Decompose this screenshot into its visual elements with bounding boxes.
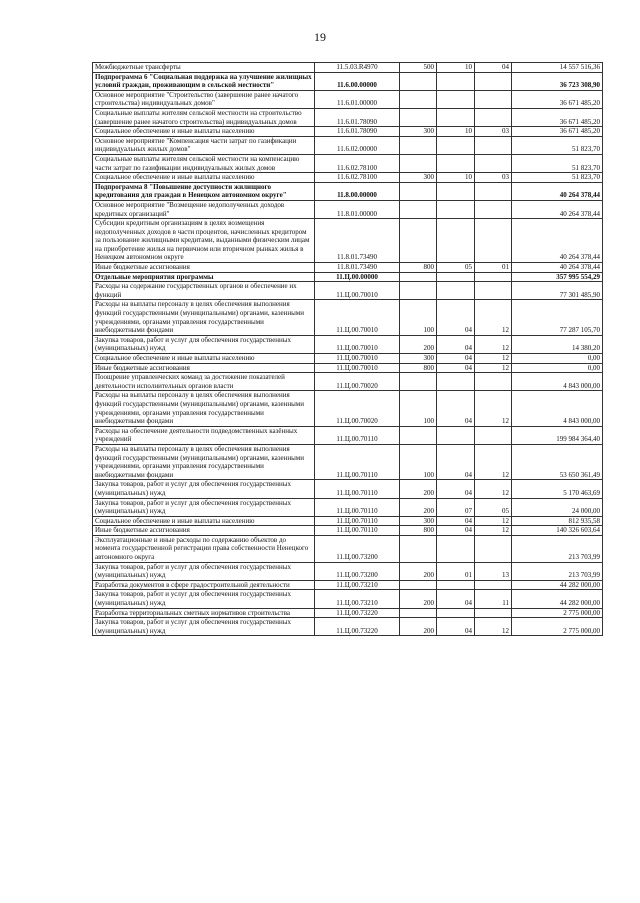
- row-section: [437, 282, 475, 300]
- row-subsection: [475, 282, 512, 300]
- row-code: 11.Ц.00.70110: [315, 516, 400, 526]
- table-row: [93, 72, 603, 90]
- row-name: Социальные выплаты жителям сельской местности на компенсацию части затрат по газификации индивидуальных жилых домов: [93, 154, 315, 172]
- row-sum: 0,00: [512, 363, 603, 373]
- table-row: [93, 63, 603, 73]
- row-name: Подпрограмма 8 "Повышение доступности жилищного кредитования для граждан в Ненецком автономном округе": [93, 182, 315, 200]
- row-code: 11.Ц.00.73200: [315, 535, 400, 562]
- page-number: 19: [314, 30, 326, 44]
- row-code: 11.Ц.00.70010: [315, 335, 400, 353]
- row-code: 11.8.01.73490: [315, 263, 400, 273]
- row-sum: 40 264 378,44: [512, 263, 603, 273]
- row-name: Иные бюджетные ассигнования: [93, 363, 315, 373]
- row-section: 04: [437, 354, 475, 364]
- row-sum: 51 823,70: [512, 136, 603, 154]
- row-name: Расходы на выплаты персоналу в целях обеспечения выполнения функций государственными (муниципальными) органами, казенными учреждениями, органами управления государственными внебюджетными фондами: [93, 391, 315, 426]
- row-subsection: [475, 426, 512, 444]
- row-section: 04: [437, 590, 475, 608]
- row-section: 10: [437, 173, 475, 183]
- row-section: 04: [437, 391, 475, 426]
- row-subsection: 12: [475, 516, 512, 526]
- row-sum: 357 995 554,29: [512, 272, 603, 282]
- row-section: 10: [437, 127, 475, 137]
- row-section: 07: [437, 498, 475, 516]
- row-expense-type: 200: [400, 562, 437, 580]
- row-name: Социальное обеспечение и иные выплаты населению: [93, 516, 315, 526]
- row-sum: 812 935,58: [512, 516, 603, 526]
- row-code: 11.6.01.78090: [315, 108, 400, 126]
- row-code: 11.Ц.00.70010: [315, 282, 400, 300]
- row-section: 04: [437, 618, 475, 636]
- table-row: [93, 354, 603, 364]
- row-name: Подпрограмма 6 "Социальная поддержка на улучшение жилищных условий граждан, проживающим в сельской местности": [93, 72, 315, 90]
- row-section: 04: [437, 480, 475, 498]
- row-expense-type: 800: [400, 363, 437, 373]
- row-subsection: [475, 200, 512, 218]
- row-code: 11.Ц.00.70110: [315, 444, 400, 479]
- row-section: [437, 108, 475, 126]
- table-row: [93, 608, 603, 618]
- table-row: [93, 363, 603, 373]
- row-name: Поощрение управленческих команд за достижение показателей деятельности исполнительных органов власти: [93, 373, 315, 391]
- row-subsection: [475, 219, 512, 263]
- row-code: 11.8.00.00000: [315, 182, 400, 200]
- row-expense-type: 100: [400, 391, 437, 426]
- table-row: [93, 373, 603, 391]
- row-name: Эксплуатационные и иные расходы по содержанию объектов до момента государственной регистрации права собственности Ненецкого автономного округа: [93, 535, 315, 562]
- table-row: [93, 219, 603, 263]
- row-code: 11.Ц.00.70010: [315, 354, 400, 364]
- row-expense-type: [400, 108, 437, 126]
- row-sum: 51 823,70: [512, 154, 603, 172]
- table-row: [93, 562, 603, 580]
- row-expense-type: 200: [400, 480, 437, 498]
- row-sum: 51 823,70: [512, 173, 603, 183]
- row-sum: 14 557 516,36: [512, 63, 603, 73]
- row-subsection: 04: [475, 63, 512, 73]
- row-expense-type: 800: [400, 263, 437, 273]
- row-section: [437, 608, 475, 618]
- row-subsection: 05: [475, 498, 512, 516]
- row-expense-type: [400, 200, 437, 218]
- table-row: [93, 173, 603, 183]
- row-expense-type: 200: [400, 590, 437, 608]
- row-subsection: [475, 580, 512, 590]
- row-name: Межбюджетные трансферты: [93, 63, 315, 73]
- table-row: [93, 618, 603, 636]
- row-subsection: 12: [475, 300, 512, 335]
- table-row: [93, 335, 603, 353]
- row-section: [437, 272, 475, 282]
- row-code: 11.6.01.78090: [315, 127, 400, 137]
- row-code: 11.8.01.73490: [315, 219, 400, 263]
- row-sum: 14 380,20: [512, 335, 603, 353]
- row-subsection: [475, 136, 512, 154]
- row-section: [437, 182, 475, 200]
- row-name: Социальное обеспечение и иные выплаты населению: [93, 127, 315, 137]
- row-expense-type: [400, 272, 437, 282]
- row-sum: 199 984 364,40: [512, 426, 603, 444]
- row-section: [437, 535, 475, 562]
- row-section: [437, 580, 475, 590]
- row-subsection: 12: [475, 354, 512, 364]
- row-expense-type: [400, 154, 437, 172]
- row-name: Закупка товаров, работ и услуг для обеспечения государственных (муниципальных) нужд: [93, 590, 315, 608]
- row-name: Основное мероприятие "Строительство (завершение ранее начатого строительства) индивидуальных домов": [93, 90, 315, 108]
- row-section: [437, 200, 475, 218]
- row-sum: 53 650 361,49: [512, 444, 603, 479]
- row-code: 11.Ц.00.00000: [315, 272, 400, 282]
- row-expense-type: [400, 90, 437, 108]
- table-row: [93, 154, 603, 172]
- table-row: [93, 444, 603, 479]
- row-sum: 4 843 000,00: [512, 373, 603, 391]
- row-section: 04: [437, 444, 475, 479]
- row-expense-type: 100: [400, 444, 437, 479]
- row-code: 11.6.02.78100: [315, 173, 400, 183]
- row-name: Иные бюджетные ассигнования: [93, 263, 315, 273]
- row-sum: 77 287 105,70: [512, 300, 603, 335]
- row-subsection: [475, 373, 512, 391]
- row-code: 11.8.01.00000: [315, 200, 400, 218]
- row-name: Закупка товаров, работ и услуг для обеспечения государственных (муниципальных) нужд: [93, 498, 315, 516]
- row-sum: 77 301 485,90: [512, 282, 603, 300]
- row-expense-type: [400, 535, 437, 562]
- row-expense-type: [400, 72, 437, 90]
- row-sum: 2 775 000,00: [512, 608, 603, 618]
- table-row: [93, 282, 603, 300]
- table-row: [93, 391, 603, 426]
- row-expense-type: 300: [400, 173, 437, 183]
- row-subsection: [475, 182, 512, 200]
- row-name: Расходы на обеспечение деятельности подведомственных казённых учреждений: [93, 426, 315, 444]
- row-sum: 40 264 378,44: [512, 200, 603, 218]
- row-subsection: 11: [475, 590, 512, 608]
- row-subsection: 03: [475, 127, 512, 137]
- row-sum: 140 326 603,64: [512, 526, 603, 536]
- row-name: Социальное обеспечение и иные выплаты населению: [93, 354, 315, 364]
- row-expense-type: [400, 219, 437, 263]
- row-code: 11.Ц.00.70110: [315, 526, 400, 536]
- row-subsection: [475, 608, 512, 618]
- table-row: [93, 108, 603, 126]
- row-sum: 2 775 000,00: [512, 618, 603, 636]
- table-row: [93, 426, 603, 444]
- row-expense-type: [400, 608, 437, 618]
- row-name: Субсидии кредитным организациям в целях возмещения недополученных доходов в части процентов, начисленных кредитором за пользование жилищными кредитами, выданными физическим лицам на приобретение жилья на первичном или вторичном рынках жилья в Ненецком автономном округе: [93, 219, 315, 263]
- row-sum: 40 264 378,44: [512, 182, 603, 200]
- row-name: Закупка товаров, работ и услуг для обеспечения государственных (муниципальных) нужд: [93, 618, 315, 636]
- row-sum: 24 000,00: [512, 498, 603, 516]
- row-section: 04: [437, 526, 475, 536]
- row-subsection: [475, 272, 512, 282]
- budget-table-body: [93, 63, 603, 636]
- table-row: [93, 580, 603, 590]
- row-sum: 36 723 308,90: [512, 72, 603, 90]
- row-sum: 213 703,99: [512, 562, 603, 580]
- table-row: [93, 90, 603, 108]
- row-expense-type: 100: [400, 300, 437, 335]
- row-section: 04: [437, 335, 475, 353]
- row-subsection: 13: [475, 562, 512, 580]
- table-row: [93, 535, 603, 562]
- row-subsection: [475, 108, 512, 126]
- row-subsection: 12: [475, 391, 512, 426]
- row-expense-type: 800: [400, 526, 437, 536]
- row-expense-type: 200: [400, 335, 437, 353]
- row-code: 11.Ц.00.73210: [315, 590, 400, 608]
- row-section: 04: [437, 363, 475, 373]
- row-subsection: 01: [475, 263, 512, 273]
- row-subsection: 12: [475, 480, 512, 498]
- row-expense-type: 300: [400, 354, 437, 364]
- row-name: Основное мероприятие "Возмещение недополученных доходов кредитных организаций": [93, 200, 315, 218]
- row-sum: 40 264 378,44: [512, 219, 603, 263]
- row-section: 01: [437, 562, 475, 580]
- table-row: [93, 498, 603, 516]
- table-row: [93, 590, 603, 608]
- row-sum: 36 671 485,20: [512, 108, 603, 126]
- row-expense-type: 300: [400, 127, 437, 137]
- row-code: 11.6.02.00000: [315, 136, 400, 154]
- row-code: 11.Ц.00.70110: [315, 426, 400, 444]
- row-name: Расходы на выплаты персоналу в целях обеспечения выполнения функций государственными (муниципальными) органами, казенными учреждениями, органами управления государственными внебюджетными фондами: [93, 300, 315, 335]
- row-name: Закупка товаров, работ и услуг для обеспечения государственных (муниципальных) нужд: [93, 562, 315, 580]
- row-sum: 44 282 000,00: [512, 580, 603, 590]
- table-row: [93, 300, 603, 335]
- row-section: [437, 90, 475, 108]
- row-sum: 44 282 000,00: [512, 590, 603, 608]
- row-expense-type: 300: [400, 516, 437, 526]
- row-name: Закупка товаров, работ и услуг для обеспечения государственных (муниципальных) нужд: [93, 480, 315, 498]
- row-expense-type: 200: [400, 618, 437, 636]
- row-code: 11.6.02.78100: [315, 154, 400, 172]
- table-row: [93, 182, 603, 200]
- row-code: 11.Ц.00.70010: [315, 363, 400, 373]
- row-code: 11.Ц.00.70110: [315, 480, 400, 498]
- row-expense-type: 200: [400, 498, 437, 516]
- row-code: 11.Ц.00.73220: [315, 618, 400, 636]
- row-expense-type: [400, 426, 437, 444]
- row-expense-type: [400, 282, 437, 300]
- row-expense-type: [400, 580, 437, 590]
- row-subsection: 12: [475, 444, 512, 479]
- row-code: 11.Ц.00.70020: [315, 391, 400, 426]
- row-subsection: [475, 535, 512, 562]
- row-expense-type: [400, 182, 437, 200]
- table-row: [93, 127, 603, 137]
- row-name: Расходы на содержание государственных органов и обеспечение их функций: [93, 282, 315, 300]
- row-subsection: 12: [475, 335, 512, 353]
- row-code: 11.Ц.00.73210: [315, 580, 400, 590]
- row-code: 11.Ц.00.70110: [315, 498, 400, 516]
- table-row: [93, 136, 603, 154]
- table-row: [93, 526, 603, 536]
- row-code: 11.Ц.00.70010: [315, 300, 400, 335]
- row-section: 04: [437, 516, 475, 526]
- row-section: [437, 426, 475, 444]
- row-subsection: 12: [475, 526, 512, 536]
- row-subsection: 12: [475, 363, 512, 373]
- row-sum: 4 843 000,00: [512, 391, 603, 426]
- row-code: 11.6.01.00000: [315, 90, 400, 108]
- row-section: 10: [437, 63, 475, 73]
- row-code: 11.Ц.00.73220: [315, 608, 400, 618]
- table-row: [93, 516, 603, 526]
- row-name: Разработка документов в сфере градостроительной деятельности: [93, 580, 315, 590]
- row-section: 04: [437, 300, 475, 335]
- row-name: Социальные выплаты жителям сельской местности на строительство (завершение ранее начатого строительства) индивидуальных домов: [93, 108, 315, 126]
- row-code: 11.Ц.00.70020: [315, 373, 400, 391]
- row-name: Отдельные мероприятия программы: [93, 272, 315, 282]
- row-sum: 36 671 485,20: [512, 127, 603, 137]
- row-name: Разработка территориальных сметных нормативов строительства: [93, 608, 315, 618]
- row-subsection: 12: [475, 618, 512, 636]
- budget-table: [92, 62, 603, 636]
- table-row: [93, 263, 603, 273]
- row-section: [437, 136, 475, 154]
- row-name: Основное мероприятие "Компенсация части затрат по газификации индивидуальных жилых домов": [93, 136, 315, 154]
- row-section: [437, 72, 475, 90]
- row-expense-type: [400, 136, 437, 154]
- row-section: 05: [437, 263, 475, 273]
- table-row: [93, 272, 603, 282]
- row-subsection: [475, 72, 512, 90]
- row-code: 11.5.03.R4970: [315, 63, 400, 73]
- row-name: Иные бюджетные ассигнования: [93, 526, 315, 536]
- row-name: Социальное обеспечение и иные выплаты населению: [93, 173, 315, 183]
- row-subsection: [475, 154, 512, 172]
- table-row: [93, 200, 603, 218]
- row-subsection: 03: [475, 173, 512, 183]
- row-sum: 213 703,99: [512, 535, 603, 562]
- row-name: Расходы на выплаты персоналу в целях обеспечения выполнения функций государственными (муниципальными) органами, казенными учреждениями, органами управления государственными внебюджетными фондами: [93, 444, 315, 479]
- row-sum: 0,00: [512, 354, 603, 364]
- row-expense-type: 500: [400, 63, 437, 73]
- row-expense-type: [400, 373, 437, 391]
- row-subsection: [475, 90, 512, 108]
- row-section: [437, 219, 475, 263]
- row-section: [437, 154, 475, 172]
- row-section: [437, 373, 475, 391]
- row-name: Закупка товаров, работ и услуг для обеспечения государственных (муниципальных) нужд: [93, 335, 315, 353]
- row-sum: 36 671 485,20: [512, 90, 603, 108]
- row-sum: 5 170 463,69: [512, 480, 603, 498]
- row-code: 11.Ц.00.73200: [315, 562, 400, 580]
- table-row: [93, 480, 603, 498]
- row-code: 11.6.00.00000: [315, 72, 400, 90]
